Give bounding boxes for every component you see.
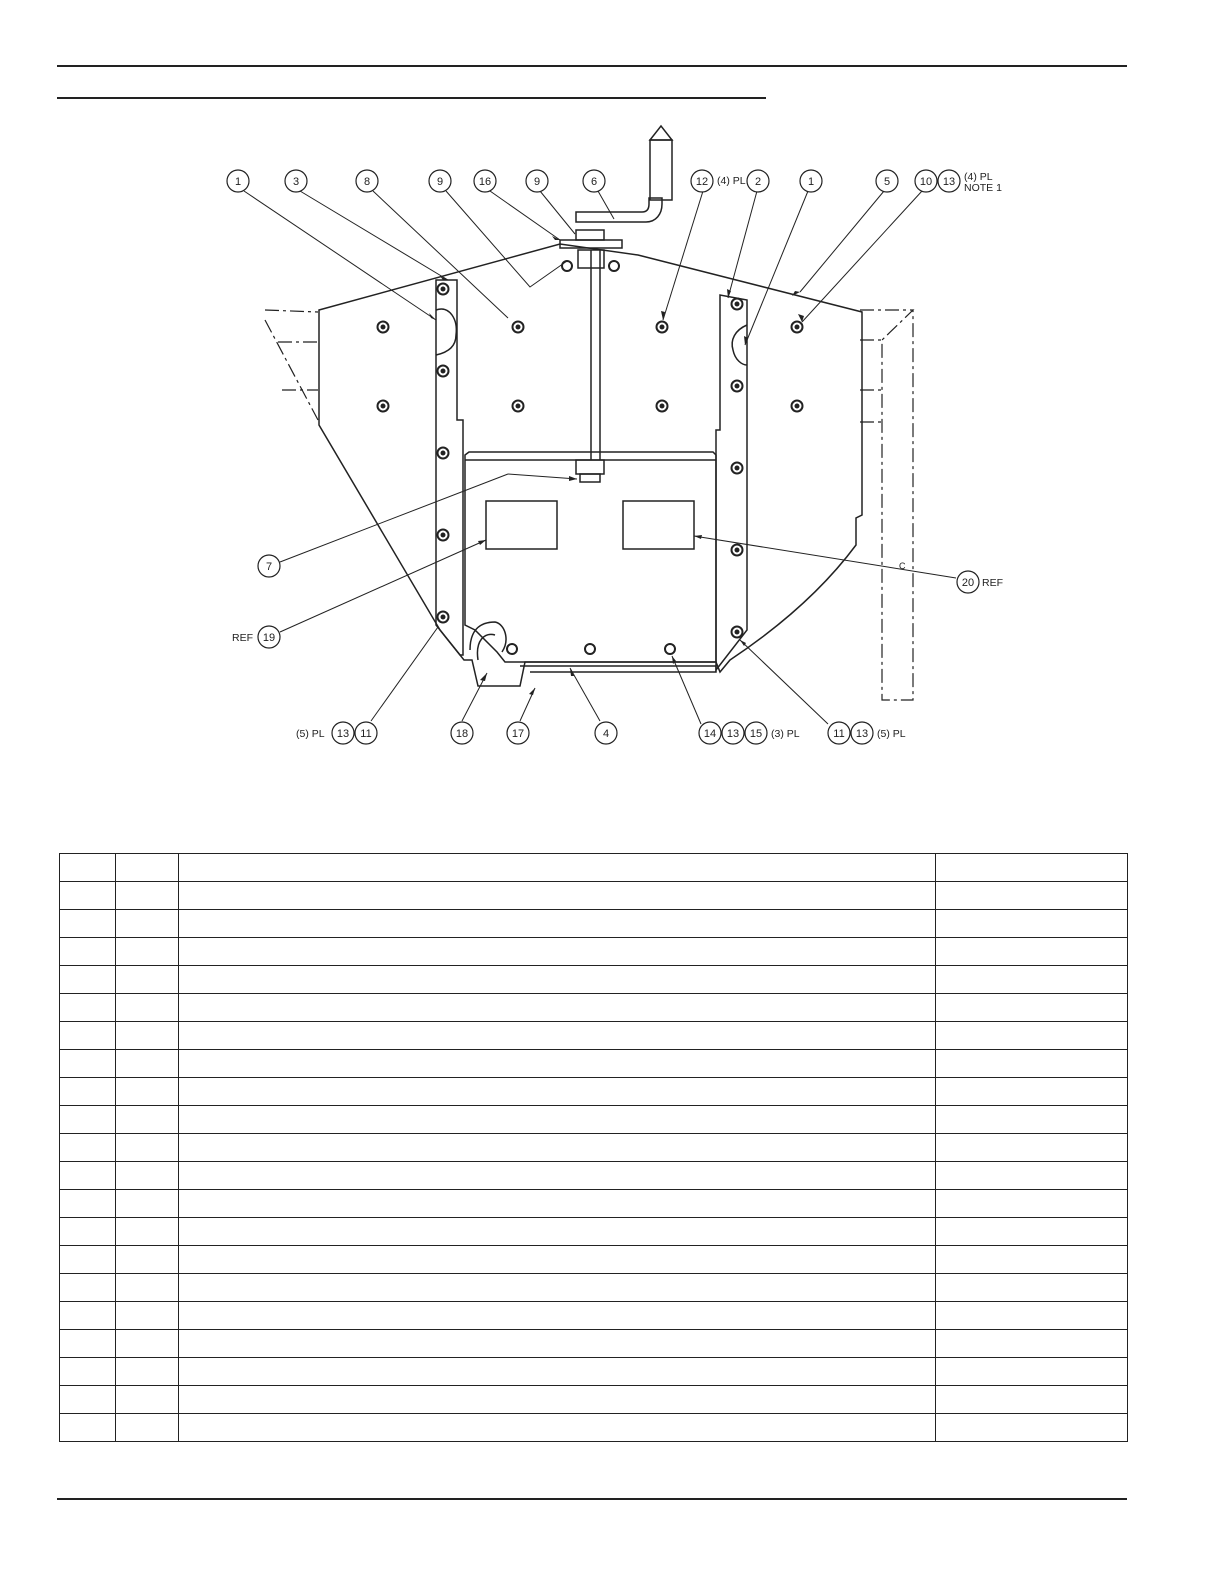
table-row [60, 1274, 1128, 1302]
table-cell [936, 882, 1128, 910]
svg-text:5: 5 [883, 176, 891, 188]
table-cell [179, 910, 936, 938]
svg-text:20: 20 [961, 577, 975, 589]
note-13-11-qty: (5) PL [296, 728, 325, 740]
svg-text:13: 13 [855, 728, 869, 740]
svg-text:15: 15 [749, 728, 763, 740]
table-cell [116, 1330, 179, 1358]
table-cell [179, 1386, 936, 1414]
table-cell [60, 1414, 116, 1442]
balloon [507, 722, 529, 744]
balloon-callouts [227, 170, 979, 744]
table-cell [116, 1246, 179, 1274]
table-row [60, 1386, 1128, 1414]
svg-text:13: 13 [942, 176, 956, 188]
table-cell [179, 1302, 936, 1330]
table-cell [60, 1302, 116, 1330]
table-cell [179, 1106, 936, 1134]
fasteners [378, 261, 803, 654]
table-cell [179, 1274, 936, 1302]
handle-washer [560, 240, 622, 248]
svg-text:13: 13 [726, 728, 740, 740]
table-cell [936, 1078, 1128, 1106]
centerline-mark: C [899, 561, 906, 571]
parts-list-table [59, 853, 1128, 1442]
table-cell [116, 1274, 179, 1302]
table-cell [936, 1386, 1128, 1414]
balloon [851, 722, 873, 744]
table-cell [116, 1050, 179, 1078]
table-cell [60, 882, 116, 910]
note-11-13-qty: (5) PL [877, 728, 906, 740]
balloon [356, 170, 378, 192]
table-cell [60, 1330, 116, 1358]
table-cell [179, 1050, 936, 1078]
table-cell [116, 882, 179, 910]
table-cell [116, 1414, 179, 1442]
balloon [938, 170, 960, 192]
table-cell [116, 938, 179, 966]
table-cell [179, 1330, 936, 1358]
table-cell [936, 1162, 1128, 1190]
balloon [429, 170, 451, 192]
table-cell [936, 938, 1128, 966]
table-cell [60, 966, 116, 994]
label-panel-19 [486, 501, 557, 549]
table-cell [60, 1358, 116, 1386]
table-cell [116, 910, 179, 938]
balloon [876, 170, 898, 192]
table-row [60, 1302, 1128, 1330]
table-cell [60, 1106, 116, 1134]
balloon [745, 722, 767, 744]
table-row [60, 910, 1128, 938]
table-cell [179, 1134, 936, 1162]
table-cell [116, 854, 179, 882]
svg-text:4: 4 [602, 728, 610, 740]
table-row [60, 938, 1128, 966]
table-cell [116, 1022, 179, 1050]
balloon [258, 626, 280, 648]
table-cell [116, 1134, 179, 1162]
note-10-13-qty: (4) PL [964, 171, 993, 183]
balloon [595, 722, 617, 744]
table-cell [60, 1078, 116, 1106]
table-row [60, 854, 1128, 882]
table-cell [179, 1358, 936, 1386]
svg-text:9: 9 [436, 176, 444, 188]
table-cell [936, 1106, 1128, 1134]
table-row [60, 1358, 1128, 1386]
balloon [699, 722, 721, 744]
svg-text:17: 17 [511, 728, 525, 740]
table-row [60, 1218, 1128, 1246]
left-rail [436, 280, 463, 655]
table-row [60, 1078, 1128, 1106]
balloon [451, 722, 473, 744]
svg-text:1: 1 [234, 176, 242, 188]
footer-rule [57, 1498, 1127, 1500]
table-cell [936, 1414, 1128, 1442]
table-cell [60, 1218, 116, 1246]
balloon [227, 170, 249, 192]
table-cell [179, 994, 936, 1022]
svg-text:14: 14 [703, 728, 717, 740]
table-cell [179, 1218, 936, 1246]
table-cell [179, 1190, 936, 1218]
table-cell [60, 1190, 116, 1218]
table-cell [60, 1022, 116, 1050]
table-row [60, 1162, 1128, 1190]
balloon [332, 722, 354, 744]
table-cell [179, 938, 936, 966]
label-panel-20 [623, 501, 694, 549]
svg-text:2: 2 [754, 176, 762, 188]
table-cell [936, 1330, 1128, 1358]
svg-text:1: 1 [807, 176, 815, 188]
crank-grip [650, 140, 672, 200]
table-cell [936, 994, 1128, 1022]
balloon [828, 722, 850, 744]
balloon [474, 170, 496, 192]
table-cell [60, 1050, 116, 1078]
table-cell [936, 1190, 1128, 1218]
table-cell [60, 1246, 116, 1274]
table-cell [179, 882, 936, 910]
svg-text:7: 7 [265, 561, 273, 573]
table-row [60, 882, 1128, 910]
table-cell [936, 1246, 1128, 1274]
note-1: NOTE 1 [964, 182, 1002, 194]
table-row [60, 966, 1128, 994]
balloon [915, 170, 937, 192]
note-14-13-15-qty: (3) PL [771, 728, 800, 740]
table-cell [179, 966, 936, 994]
table-cell [179, 1246, 936, 1274]
balloon [747, 170, 769, 192]
table-cell [116, 994, 179, 1022]
svg-text:19: 19 [262, 632, 276, 644]
table-cell [60, 854, 116, 882]
table-cell [936, 910, 1128, 938]
callout-notes [232, 171, 1003, 740]
table-cell [936, 1302, 1128, 1330]
table-cell [60, 1162, 116, 1190]
table-cell [179, 1414, 936, 1442]
table-cell [936, 1218, 1128, 1246]
table-cell [116, 966, 179, 994]
table-cell [936, 1022, 1128, 1050]
balloon [957, 571, 979, 593]
table-cell [116, 1218, 179, 1246]
bottom-tray [520, 666, 716, 672]
table-cell [179, 1078, 936, 1106]
table-row [60, 1050, 1128, 1078]
table-cell [936, 854, 1128, 882]
balloon [800, 170, 822, 192]
balloon [691, 170, 713, 192]
balloon [526, 170, 548, 192]
table-cell [936, 1050, 1128, 1078]
table-cell [179, 1162, 936, 1190]
crank-handle [576, 198, 662, 222]
table-row [60, 1414, 1128, 1442]
table-cell [116, 1386, 179, 1414]
svg-text:3: 3 [292, 176, 300, 188]
table-cell [936, 1134, 1128, 1162]
table-row [60, 1134, 1128, 1162]
svg-text:9: 9 [533, 176, 541, 188]
note-20-ref: REF [982, 577, 1003, 589]
phantom-outline [262, 310, 913, 700]
svg-text:8: 8 [363, 176, 371, 188]
right-rail [716, 295, 747, 670]
table-cell [116, 1162, 179, 1190]
inner-plate [465, 452, 716, 662]
note-12-qty: (4) PL [717, 175, 746, 187]
table-cell [179, 1022, 936, 1050]
svg-text:11: 11 [833, 728, 845, 740]
balloon [722, 722, 744, 744]
balloon [583, 170, 605, 192]
table-cell [179, 854, 936, 882]
balloon [258, 555, 280, 577]
table-row [60, 1330, 1128, 1358]
table-row [60, 994, 1128, 1022]
table-row [60, 1190, 1128, 1218]
table-cell [60, 1274, 116, 1302]
table-cell [60, 1386, 116, 1414]
svg-text:18: 18 [455, 728, 469, 740]
table-cell [936, 966, 1128, 994]
svg-text:12: 12 [695, 176, 709, 188]
table-cell [60, 910, 116, 938]
balloon [285, 170, 307, 192]
svg-text:6: 6 [590, 176, 598, 188]
table-row [60, 1106, 1128, 1134]
table-cell [60, 938, 116, 966]
table-cell [116, 1078, 179, 1106]
table-cell [60, 994, 116, 1022]
svg-text:16: 16 [478, 176, 492, 188]
svg-text:13: 13 [336, 728, 350, 740]
balloon [355, 722, 377, 744]
note-19-ref: REF [232, 632, 253, 644]
table-cell [116, 1358, 179, 1386]
svg-text:11: 11 [360, 728, 372, 740]
table-row [60, 1246, 1128, 1274]
table-cell [60, 1134, 116, 1162]
svg-text:10: 10 [919, 176, 933, 188]
table-cell [116, 1190, 179, 1218]
table-cell [116, 1302, 179, 1330]
table-row [60, 1022, 1128, 1050]
table-cell [936, 1274, 1128, 1302]
table-cell [116, 1106, 179, 1134]
table-cell [936, 1358, 1128, 1386]
